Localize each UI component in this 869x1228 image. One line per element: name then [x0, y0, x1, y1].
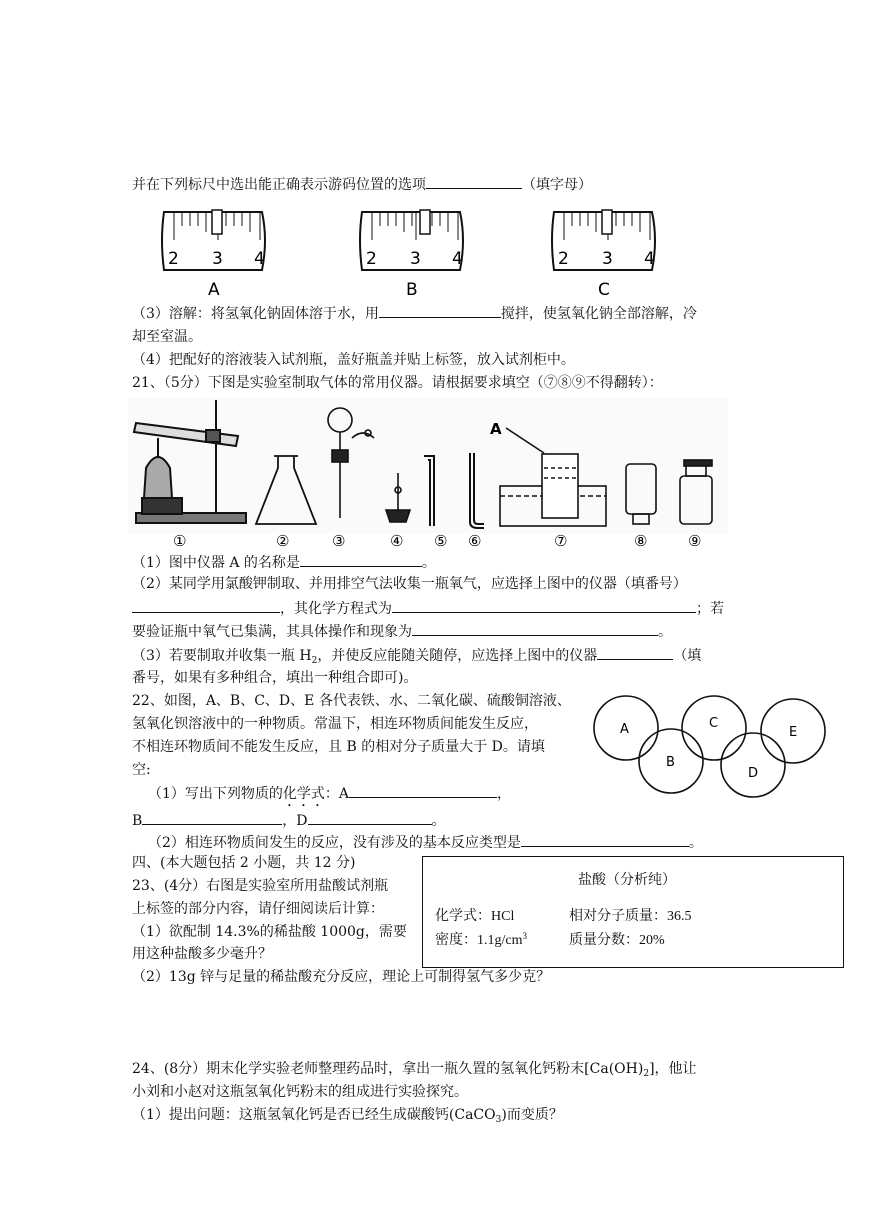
ring-label-d: D — [748, 766, 759, 781]
ruler-label-b: B — [406, 280, 418, 300]
rider-c — [602, 210, 612, 234]
answer-blank-equation[interactable] — [392, 598, 696, 613]
q23-line-5: （2）13g 锌与足量的稀盐酸充分反应，理论上可制得氢气多少克？ — [132, 969, 551, 985]
ring-d — [721, 733, 785, 797]
q3-line-2: 却至室温。 — [132, 329, 202, 345]
q3-line: （3）溶解：将氢氧化钠固体溶于水，用 搅拌，使氢氧化钠全部溶解，冷 — [132, 303, 697, 324]
q21-3-line: （3）若要制取并收集一瓶 $H_2$，并使反应能随关随停，应选择上图中的仪器 （填 — [132, 645, 701, 671]
q21-2-line-2: ，其化学方程式为 ；若 — [132, 598, 724, 619]
tick-2-b: 2 — [366, 249, 377, 269]
answer-blank-h2-apparatus[interactable] — [597, 645, 673, 660]
q23-line-1: 23、(4分）右图是实验室所用盐酸试剂瓶 — [132, 878, 389, 894]
ring-label-b: B — [666, 755, 675, 770]
answer-blank-reaction-type[interactable] — [521, 832, 689, 847]
q24-line-2: 小刘和小赵对这瓶氢氧化钙粉末的组成进行实验探究。 — [132, 1084, 468, 1100]
answer-blank-instrument-a[interactable] — [300, 552, 422, 567]
label-molar-mass: 相对分子质量：36.5 — [569, 909, 692, 924]
apparatus-num-3: ③ — [332, 532, 346, 550]
q21-2-line: （2）某同学用氯酸钾制取、并用排空气法收集一瓶氧气，应选择上图中的仪器（填番号） — [132, 576, 687, 592]
answer-blank-stirrer[interactable] — [379, 303, 501, 318]
apparatus-a-label: A — [490, 420, 502, 438]
answer-blank-ruler[interactable] — [426, 174, 522, 189]
q21-3-line-2: 番号，如果有多种组合，填出一种组合即可)。 — [132, 670, 418, 686]
ruler-b — [360, 210, 463, 300]
q21-2-line-3: 要验证瓶中氧气已集满，其具体操作和现象为 。 — [132, 621, 672, 642]
rings-diagram — [590, 688, 830, 804]
ruler-a — [162, 210, 265, 300]
ruler-label-a: A — [208, 280, 220, 300]
q24-line-1: 24、(8分）期末化学实验老师整理药品时，拿出一瓶久置的氢氧化钙粉末$[Ca(OH)_2]$，他让 — [132, 1061, 697, 1079]
tick-2-a: 2 — [168, 249, 179, 269]
answer-blank-d[interactable] — [308, 810, 432, 825]
q23-line-2: 上标签的部分内容，请仔细阅读后计算： — [132, 901, 384, 917]
apparatus-num-7: ⑦ — [554, 532, 568, 550]
ring-label-c: C — [709, 716, 719, 731]
ring-label-e: E — [789, 725, 798, 740]
apparatus-num-5: ⑤ — [434, 532, 448, 550]
q22-line-7: （2）相连环物质间发生的反应，没有涉及的基本反应类型是 。 — [148, 832, 703, 853]
apparatus-figure — [128, 398, 728, 550]
label-title: 盐酸（分析纯） — [578, 873, 676, 888]
rider-b — [420, 210, 430, 234]
rider-a — [212, 210, 222, 234]
q22-line-6: B ，D 。 — [132, 810, 446, 831]
q24-line-3: （1）提出问题：这瓶氢氧化钙是否已经生成碳酸钙(CaCO$_3$)而变质？ — [132, 1107, 563, 1125]
q4-line: （4）把配好的溶液装入试剂瓶，盖好瓶盖并贴上标签，放入试剂柜中。 — [132, 352, 575, 368]
label-mass-fraction: 质量分数：20% — [569, 933, 665, 948]
section-4-heading: 四、(本大题包括 2 小题，共 12 分) — [132, 855, 356, 871]
apparatus-num-2: ② — [276, 532, 290, 550]
ruler-c — [552, 210, 655, 300]
answer-blank-b[interactable] — [142, 810, 282, 825]
q22-line-2: 氢氧化钡溶液中的一种物质。常温下，相连环物质间能发生反应， — [132, 716, 538, 732]
apparatus-num-4: ④ — [390, 532, 404, 550]
rulers-figure — [150, 200, 670, 305]
q22-line-3: 不相连环物质间不能发生反应，且 B 的相对分子质量大于 D。请填 — [132, 739, 545, 755]
apparatus-num-9: ⑨ — [688, 532, 702, 550]
answer-blank-a[interactable] — [349, 783, 497, 798]
apparatus-num-1: ① — [173, 532, 187, 550]
q23-line-4: 用这种盐酸多少毫升？ — [132, 946, 272, 962]
tick-3-b: 3 — [410, 249, 421, 269]
ring-label-a: A — [620, 722, 629, 737]
label-density: 密度：$1.1g/cm^3$ — [435, 931, 527, 948]
q21-heading: 21、（5分）下图是实验室制取气体的常用仪器。请根据要求填空（⑦⑧⑨不得翻转）： — [132, 375, 663, 391]
apparatus-num-8: ⑧ — [634, 532, 648, 550]
q22-line-5: （1）写出下列物质的化学式：A ， — [148, 783, 511, 810]
tick-2-c: 2 — [558, 249, 569, 269]
tick-3-c: 3 — [602, 249, 613, 269]
q22-line-4: 空: — [132, 762, 151, 778]
hcl-reagent-label — [422, 856, 844, 968]
tick-4-a: 4 — [254, 249, 265, 269]
ruler-label-c: C — [598, 280, 610, 300]
ruler-question: 并在下列标尺中选出能正确表示游码位置的选项 （填字母） — [132, 174, 592, 195]
q21-1-line: （1）图中仪器 A 的名称是 。 — [132, 552, 436, 573]
answer-blank-o2-apparatus[interactable] — [132, 598, 280, 613]
tick-4-c: 4 — [644, 249, 655, 269]
q22-line-1: 22、如图，A、B、C、D、E 各代表铁、水、二氧化碳、硫酸铜溶液、 — [132, 693, 571, 709]
label-formula: 化学式：HCl — [435, 909, 515, 924]
apparatus-num-6: ⑥ — [468, 532, 482, 550]
q23-line-3: （1）欲配制 14.3%的稀盐酸 1000g，需要 — [132, 924, 407, 940]
answer-blank-verify-o2[interactable] — [412, 621, 658, 636]
tick-4-b: 4 — [452, 249, 463, 269]
tick-3-a: 3 — [212, 249, 223, 269]
